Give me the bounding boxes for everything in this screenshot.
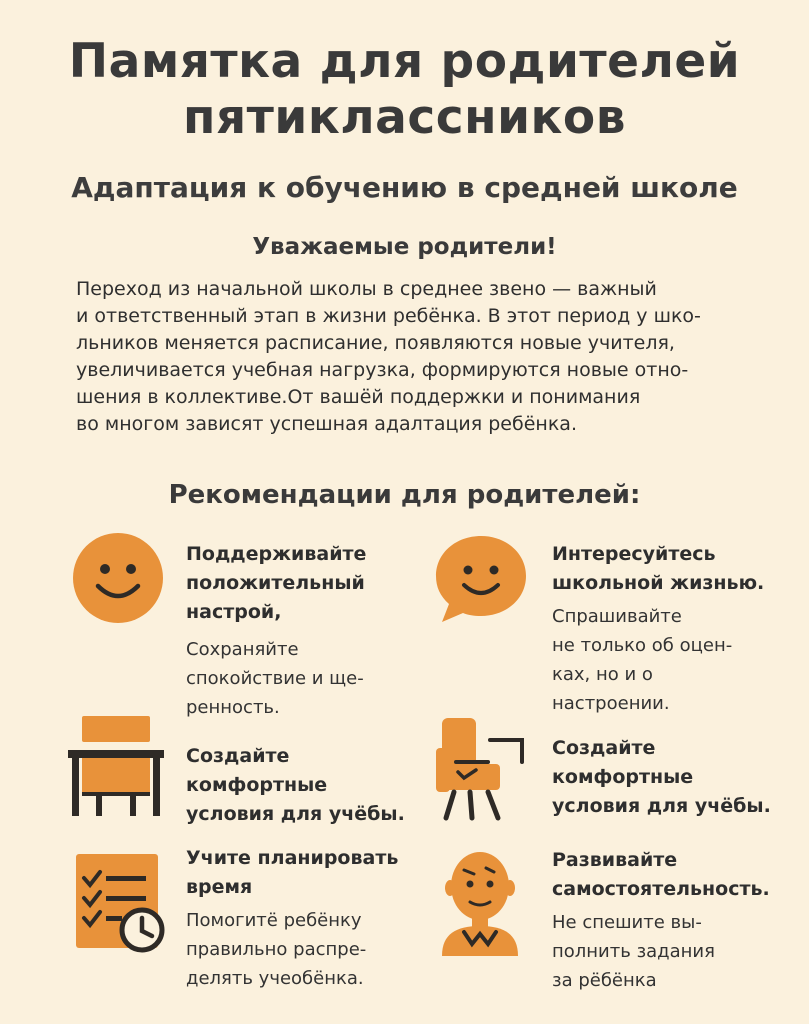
heading-line: условия для учёбы. — [552, 795, 771, 817]
intro-line: льников меняется расписание, появляются новые учителя, — [76, 332, 675, 354]
recommendation-text — [186, 906, 398, 993]
heading-line: время — [186, 876, 253, 898]
child-icon — [434, 848, 526, 956]
recommendation-plan-time — [186, 844, 398, 993]
title-line-1: Памятка для родителей — [68, 34, 741, 89]
checklist-clock-icon — [76, 854, 168, 954]
heading-line: настрой, — [186, 601, 282, 623]
intro-line: Переход из начальной школы в среднее звено — важный — [76, 278, 657, 300]
recommendation-school-life — [552, 540, 764, 718]
text-line: не только об оцен- — [552, 635, 733, 656]
intro-line: и ответственный этап в жизни ребёнка. В этот период у шко- — [76, 305, 701, 327]
page-title — [0, 34, 809, 146]
text-line: Сохраняйте — [186, 639, 299, 660]
heading-line: самостоятельность. — [552, 878, 770, 900]
heading-line: Интересуйтесь — [552, 543, 716, 565]
text-line: Не спешите вы- — [552, 912, 702, 933]
heading-line: комфортные — [186, 774, 328, 796]
text-line: Спрашивайте — [552, 606, 682, 627]
text-line: Помогитё ребёнку — [186, 910, 362, 931]
recommendation-comfortable-conditions-2 — [552, 734, 771, 821]
text-line: ках, но и о — [552, 664, 653, 685]
heading-line: Создайте — [552, 737, 656, 759]
heading-line: Развивайте — [552, 849, 678, 871]
heading-line: положительный — [186, 572, 365, 594]
greeting-heading: Уважаемые родители! — [252, 234, 557, 260]
heading-line: комфортные — [552, 766, 694, 788]
recommendation-heading — [552, 540, 764, 598]
smiley-face-icon — [72, 532, 164, 624]
chair-icon — [436, 718, 526, 822]
text-line: правильно распре- — [186, 939, 367, 960]
recommendation-text — [186, 635, 366, 722]
heading-line: Создайте — [186, 745, 290, 767]
desk-icon — [68, 716, 164, 820]
heading-line: Поддерживайте — [186, 543, 367, 565]
recommendation-heading — [186, 540, 366, 627]
recommendation-heading — [186, 742, 405, 829]
text-line: настроении. — [552, 693, 670, 714]
recommendation-text — [552, 908, 770, 995]
page-subtitle: Адаптация к обучению в средней школе — [71, 171, 738, 204]
intro-line: увеличивается учебная нагрузка, формируются новые отно- — [76, 359, 689, 381]
text-line: делять учеобёнка. — [186, 968, 364, 989]
speech-bubble-smile-icon — [432, 532, 530, 624]
text-line: полнить задания — [552, 941, 715, 962]
heading-line: школьной жизнью. — [552, 572, 765, 594]
intro-line: во многом зависят успешная адалтация ребёнка. — [76, 413, 577, 435]
recommendations-heading: Рекомендации для родителей: — [168, 480, 641, 510]
text-line: за рёбёнка — [552, 970, 657, 991]
heading-line: Учите планировать — [186, 847, 399, 869]
recommendation-heading — [552, 846, 770, 904]
title-line-2: пятиклассников — [183, 90, 626, 145]
text-line: спокойствие и ще- — [186, 668, 364, 689]
recommendation-heading — [186, 844, 398, 902]
heading-line: условия для учёбы. — [186, 803, 405, 825]
intro-line: шения в коллективе.От вашёй поддержки и понимания — [76, 386, 641, 408]
text-line: ренность. — [186, 697, 280, 718]
recommendation-positive-mood — [186, 540, 366, 722]
recommendation-independence — [552, 846, 770, 995]
intro-paragraph — [76, 276, 756, 438]
recommendation-text — [552, 602, 764, 718]
recommendation-comfortable-conditions — [186, 742, 405, 829]
recommendation-heading — [552, 734, 771, 821]
